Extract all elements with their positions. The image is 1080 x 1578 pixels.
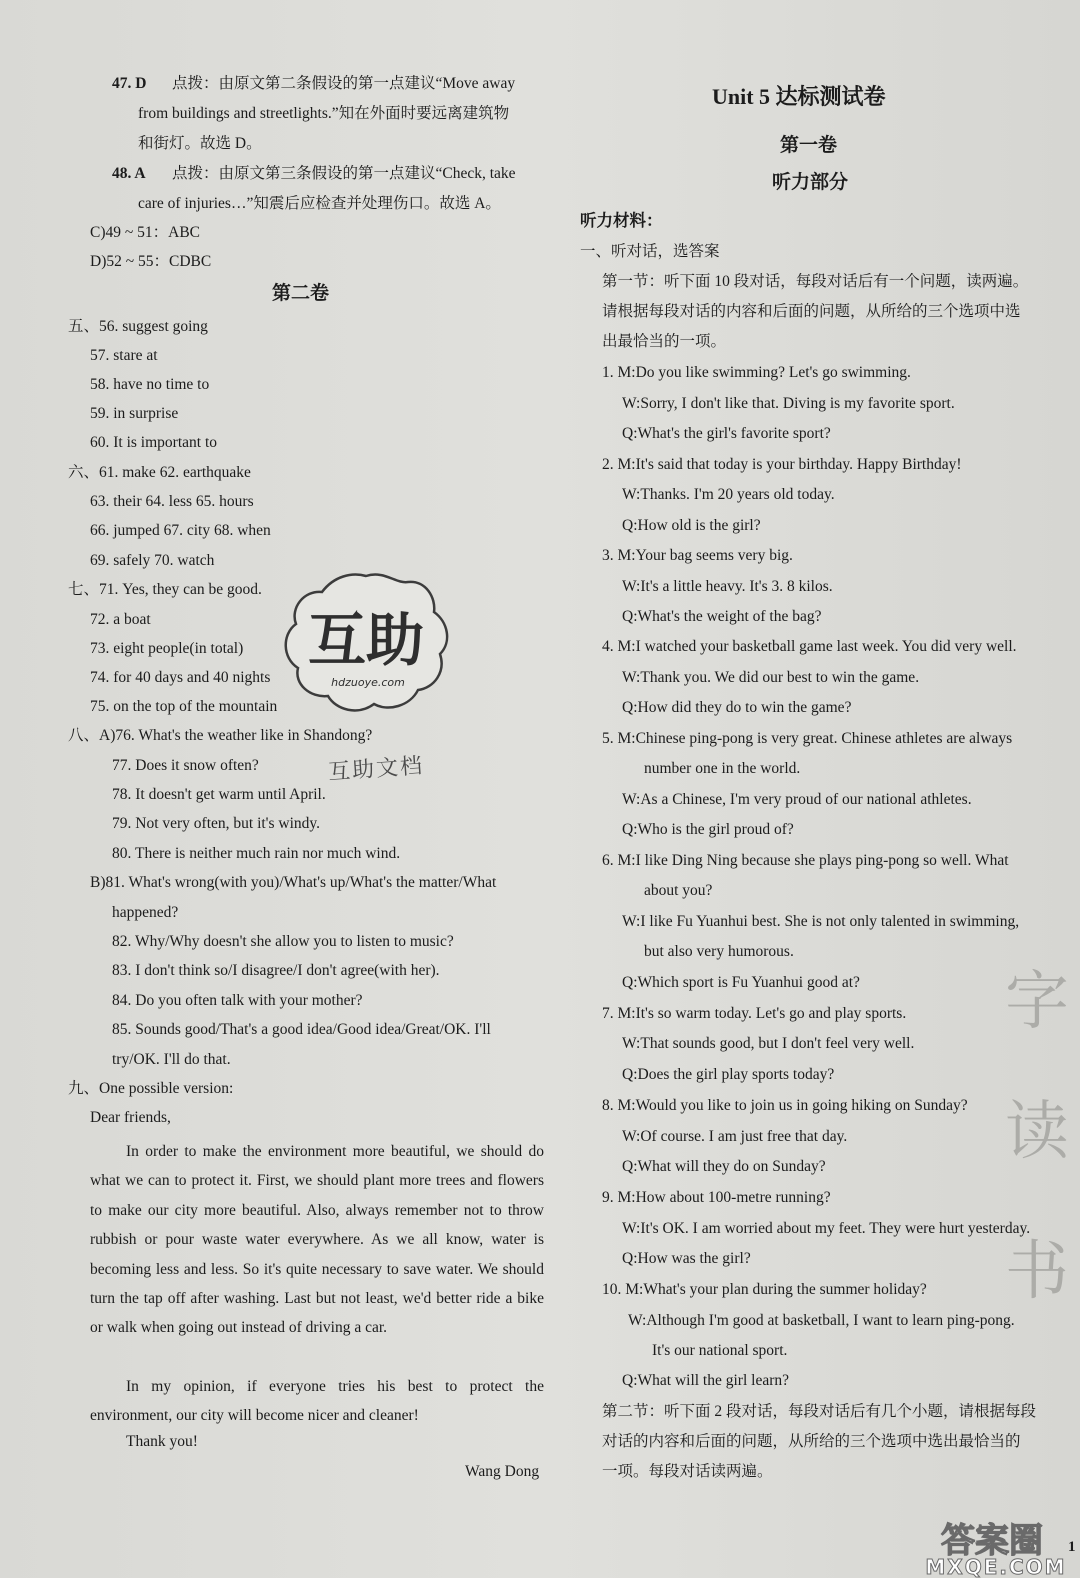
section-1-instr-3: 出最恰当的一项。: [602, 333, 727, 350]
dialog-6-m: 6. M:I like Ding Ning because she plays ping-pong so well. What: [602, 852, 1009, 869]
dialog-9-m: 9. M:How about 100-metre running?: [602, 1189, 831, 1206]
answer-75: 75. on the top of the mountain: [90, 698, 278, 715]
dialog-10-q: Q:What will the girl learn?: [622, 1372, 789, 1389]
answer-71: 七、71. Yes, they can be good.: [68, 581, 262, 598]
dialog-6-q: Q:Which sport is Fu Yuanhui good at?: [622, 974, 860, 991]
dialog-5-m-cont: number one in the world.: [644, 760, 801, 777]
answer-82: 82. Why/Why doesn't she allow you to listen to music?: [112, 933, 454, 950]
stamp-big-text: 互助: [307, 606, 425, 674]
answer-47-note-3: 和街灯。故选 D。: [138, 135, 262, 152]
dialog-1-w: W:Sorry, I don't like that. Diving is my favorite sport.: [622, 395, 955, 412]
answer-63: 63. their 64. less 65. hours: [90, 493, 254, 510]
dialog-4-m: 4. M:I watched your basketball game last week. You did very well.: [602, 638, 1017, 655]
answer-47-note-2: from buildings and streetlights.”知在外面时要远离建筑物: [138, 105, 510, 122]
section-2-instr-3: 一项。每段对话读两遍。: [602, 1463, 773, 1480]
letter-signature: Wang Dong: [465, 1463, 540, 1480]
answer-60: 60. It is important to: [90, 434, 218, 451]
dialog-7-w: W:That sounds good, but I don't feel very well.: [622, 1035, 915, 1052]
stamp-caption: 互助文档: [327, 753, 425, 786]
dialog-2-w: W:Thanks. I'm 20 years old today.: [622, 486, 835, 503]
answer-56: 五、56. suggest going: [68, 318, 208, 335]
section-1-instr-1: 第一节：听下面 10 段对话，每段对话后有一个问题，读两遍。: [602, 273, 1029, 290]
letter-paragraph-1: In order to make the environment more beautiful, we should do what we can to protect it. First, we should plant more trees and flowers to make our city more beautiful. Also, always remember not to throw rubbish or pour waste water everywhere. As we all know, water is becoming less and less. So it's quite necessary to save water. We should turn the tap off after washing. Last but not least, we'd better ride a bike or walk when going out instead of driving a car.: [90, 1143, 544, 1337]
dialog-5-m: 5. M:Chinese ping-pong is very great. Chinese athletes are always: [602, 730, 1013, 747]
answer-79: 79. Not very often, but it's windy.: [112, 815, 321, 832]
section-title-2: 第二卷: [272, 283, 330, 304]
dialog-1-m: 1. M:Do you like swimming? Let's go swimming.: [602, 364, 911, 381]
answer-c: C)49 ~ 51：ABC: [90, 224, 201, 241]
dialog-2-q: Q:How old is the girl?: [622, 517, 761, 534]
dialog-7-m: 7. M:It's so warm today. Let's go and play sports.: [602, 1005, 907, 1022]
answer-59: 59. in surprise: [90, 405, 179, 422]
answer-48-label: 48. A: [112, 165, 146, 182]
answer-80: 80. There is neither much rain nor much wind.: [112, 845, 401, 862]
dialog-10-m: 10. M:What's your plan during the summer holiday?: [602, 1281, 927, 1298]
section-2-instr-1: 第二节：听下面 2 段对话，每段对话后有几个小题，请根据每段: [602, 1403, 1037, 1420]
answer-81: B)81. What's wrong(with you)/What's up/What's the matter/What: [90, 874, 497, 891]
answer-47-note: 点拨：由原文第二条假设的第一点建议“Move away: [172, 75, 516, 92]
material-label: 听力材料：: [580, 211, 663, 230]
dialog-6-w-cont: but also very humorous.: [644, 943, 794, 960]
answer-48-note-2: care of injuries…”知震后应检查并处理伤口。故选 A。: [138, 195, 501, 212]
answer-47-label: 47. D: [112, 75, 147, 92]
answer-81-cont: happened?: [112, 904, 179, 921]
answer-83: 83. I don't think so/I disagree/I don't agree(with her).: [112, 962, 440, 979]
answer-74: 74. for 40 days and 40 nights: [90, 669, 271, 686]
dialog-1-q: Q:What's the girl's favorite sport?: [622, 425, 831, 442]
answer-73: 73. eight people(in total): [90, 640, 244, 657]
letter-paragraph-2: In my opinion, if everyone tries his best to protect the environment, our city will become nicer and cleaner!: [90, 1378, 544, 1425]
answer-84: 84. Do you often talk with your mother?: [112, 992, 363, 1009]
dialog-8-q: Q:What will they do on Sunday?: [622, 1158, 826, 1175]
letter-greeting: Dear friends,: [90, 1109, 171, 1126]
dialog-5-w: W:As a Chinese, I'm very proud of our national athletes.: [622, 791, 972, 808]
section-1-heading: 一、听对话，选答案: [580, 243, 720, 260]
answer-58: 58. have no time to: [90, 376, 210, 393]
dialog-4-q: Q:How did they do to win the game?: [622, 699, 852, 716]
mxqe-watermark-logo: [900, 1508, 1080, 1578]
brush-stroke-decoration: 书: [1005, 1235, 1069, 1309]
stamp-url-text: hdzuoye.com: [331, 676, 405, 689]
part-title: 听力部分: [772, 172, 849, 193]
brush-stroke-decoration: 字: [1005, 965, 1069, 1039]
dialog-9-q: Q:How was the girl?: [622, 1250, 751, 1267]
dialog-9-w: W:It's OK. I am worried about my feet. They were hurt yesterday.: [622, 1220, 1031, 1237]
answer-66: 66. jumped 67. city 68. when: [90, 522, 271, 539]
answer-85-cont: try/OK. I'll do that.: [112, 1051, 231, 1068]
answer-85: 85. Sounds good/That's a good idea/Good idea/Great/OK. I'll: [112, 1021, 491, 1038]
dialog-8-m: 8. M:Would you like to join us in going hiking on Sunday?: [602, 1097, 968, 1114]
watermark-url: MXQE.COM: [925, 1555, 1067, 1578]
section-2-instr-2: 对话的内容和后面的问题，从所给的三个选项中选出最恰当的: [602, 1433, 1021, 1450]
hdzuoye-stamp-logo: [276, 568, 456, 718]
answer-78: 78. It doesn't get warm until April.: [112, 786, 326, 803]
dialog-3-q: Q:What's the weight of the bag?: [622, 608, 822, 625]
dialog-6-m-cont: about you?: [644, 882, 713, 899]
answer-72: 72. a boat: [90, 611, 151, 628]
dialog-3-w: W:It's a little heavy. It's 3. 8 kilos.: [622, 578, 833, 595]
section-1-instr-2: 请根据每段对话的内容和后面的问题，从所给的三个选项中选: [602, 303, 1021, 320]
answer-77: 77. Does it snow often?: [112, 757, 259, 774]
watermark-text: 答案圈: [941, 1521, 1043, 1561]
letter-closing: Thank you!: [126, 1433, 198, 1450]
answer-57: 57. stare at: [90, 347, 158, 364]
unit-title: Unit 5 达标测试卷: [712, 84, 886, 109]
answer-61: 六、61. make 62. earthquake: [68, 464, 251, 481]
brush-stroke-decoration: 读: [1005, 1095, 1069, 1169]
dialog-10-w-cont: It's our national sport.: [652, 1342, 788, 1359]
dialog-7-q: Q:Does the girl play sports today?: [622, 1066, 835, 1083]
answer-d: D)52 ~ 55：CDBC: [90, 253, 212, 270]
answer-76: 八、A)76. What's the weather like in Shandong?: [68, 727, 373, 744]
dialog-3-m: 3. M:Your bag seems very big.: [602, 547, 793, 564]
answer-69: 69. safely 70. watch: [90, 552, 215, 569]
dialog-10-w: W:Although I'm good at basketball, I want to learn ping-pong.: [628, 1312, 1015, 1329]
dialog-4-w: W:Thank you. We did our best to win the game.: [622, 669, 920, 686]
dialog-5-q: Q:Who is the girl proud of?: [622, 821, 794, 838]
answer-9-heading: 九、One possible version:: [68, 1080, 234, 1097]
dialog-8-w: W:Of course. I am just free that day.: [622, 1128, 848, 1145]
dialog-6-w: W:I like Fu Yuanhui best. She is not only talented in swimming,: [622, 913, 1020, 930]
answer-48-note: 点拨：由原文第三条假设的第一点建议“Check, take: [172, 165, 516, 182]
volume-title: 第一卷: [780, 135, 838, 156]
dialog-2-m: 2. M:It's said that today is your birthday. Happy Birthday!: [602, 456, 962, 473]
page-number: 1: [1068, 1539, 1076, 1555]
